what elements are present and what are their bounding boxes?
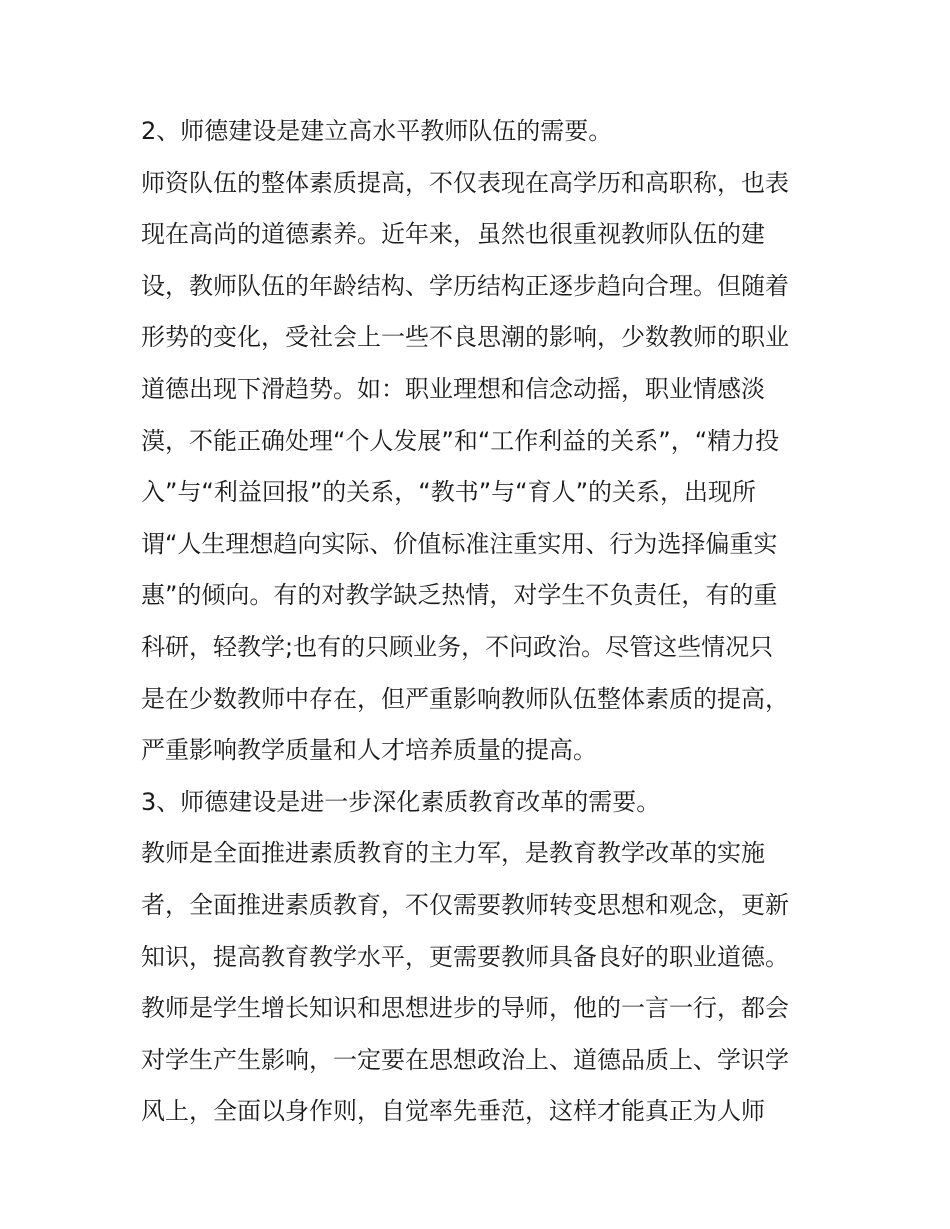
paragraph-line: 是在少数教师中存在，但严重影响教师队伍整体素质的提高， (141, 684, 789, 713)
paragraph-line: 设，教师队伍的年龄结构、学历结构正逐步趋向合理。但随着 (141, 271, 789, 300)
paragraph-line: 者，全面推进素质教育，不仅需要教师转变思想和观念，更新 (141, 890, 789, 919)
paragraph-line: 教师是学生增长知识和思想进步的导师，他的一言一行，都会 (141, 994, 789, 1023)
paragraph-line: 现在高尚的道德素养。近年来，虽然也很重视教师队伍的建 (141, 220, 765, 249)
paragraph-line: 风上，全面以身作则，自觉率先垂范，这样才能真正为人师 (141, 1097, 765, 1126)
paragraph-line: 对学生产生影响，一定要在思想政治上、道德品质上、学识学 (141, 1045, 789, 1074)
document-body (141, 106, 821, 1138)
paragraph-line: 师资队伍的整体素质提高，不仅表现在高学历和高职称，也表 (141, 168, 789, 197)
paragraph-line: 入”与“利益回报”的关系，“教书”与“育人”的关系，出现所 (141, 478, 757, 507)
paragraph-line: 谓“人生理想趋向实际、价值标准注重实用、行为选择偏重实 (141, 529, 778, 558)
paragraph-line: 形势的变化，受社会上一些不良思潮的影响，少数教师的职业 (141, 323, 789, 352)
paragraph-line: 教师是全面推进素质教育的主力军，是教育教学改革的实施 (141, 839, 765, 868)
paragraph-line: 知识，提高教育教学水平，更需要教师具备良好的职业道德。 (141, 942, 789, 971)
paragraph-line: 漠，不能正确处理“个人发展”和“工作利益的关系”，“精力投 (141, 426, 780, 455)
section-heading-3: 3、师德建设是进一步深化素质教育改革的需要。 (141, 787, 661, 816)
paragraph-line: 道德出现下滑趋势。如：职业理想和信念动摇，职业情感淡 (141, 374, 765, 403)
paragraph-line: 惠”的倾向。有的对教学缺乏热情，对学生不负责任，有的重 (141, 581, 778, 610)
paragraph-line: 科研，轻教学;也有的只顾业务，不问政治。尽管这些情况只 (141, 632, 774, 661)
paragraph-line: 严重影响教学质量和人才培养质量的提高。 (141, 736, 597, 765)
section-heading-2: 2、师德建设是建立高水平教师队伍的需要。 (141, 117, 613, 145)
